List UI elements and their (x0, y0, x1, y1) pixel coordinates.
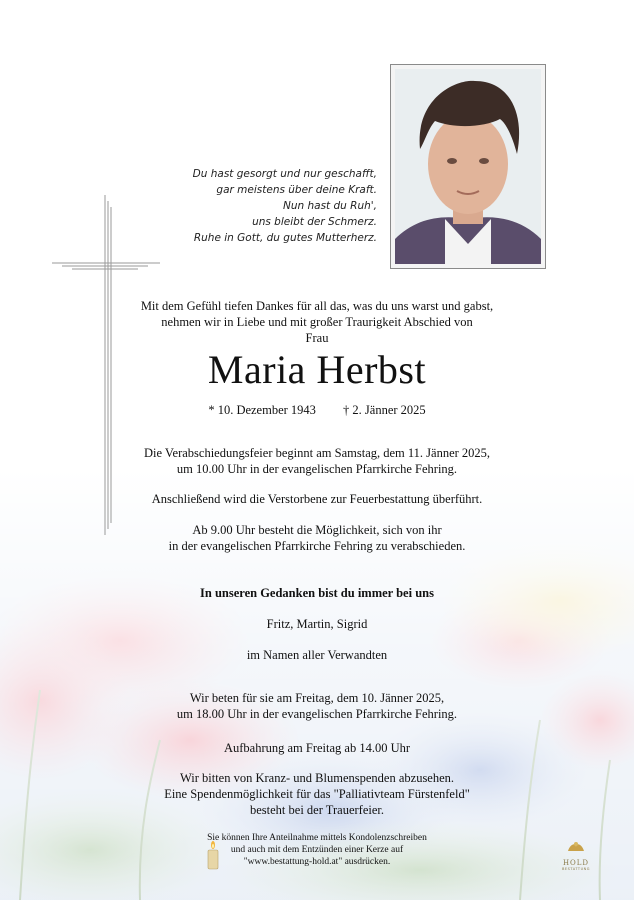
poem (150, 166, 377, 246)
farewell-text (0, 522, 634, 554)
portrait-frame (390, 64, 546, 269)
prayer-text (0, 690, 634, 722)
poem-line: Nun hast du Ruh', (282, 200, 377, 212)
poem-line: Ruhe in Gott, du gutes Mutterherz. (193, 232, 377, 244)
life-dates (0, 403, 634, 418)
logo-subtitle: BESTATTUNG (562, 867, 590, 871)
birth-date: * 10. Dezember 1943 (208, 403, 316, 417)
poem-line: Du hast gesorgt und nur geschafft, (192, 168, 377, 180)
burial-text: Anschließend wird die Verstorbene zur Feuerbestattung überführt. (151, 492, 483, 506)
condolence-line: Sie können Ihre Anteilnahme mittels Kondolenzschreiben (207, 833, 427, 843)
farewell-line: in der evangelischen Pfarrkirche Fehring zu verabschieden. (168, 539, 466, 553)
intro-text (0, 298, 634, 346)
intro-line: Mit dem Gefühl tiefen Dankes für all das, was du uns warst und gabst, (140, 299, 494, 313)
prayer-line: um 18.00 Uhr in der evangelischen Pfarrkirche Fehring. (176, 707, 458, 721)
deceased-name: Maria Herbst (207, 347, 427, 392)
relatives-text: im Namen aller Verwandten (246, 648, 388, 662)
logo-name: HOLD (562, 859, 590, 867)
family-names: Fritz, Martin, Sigrid (266, 617, 368, 631)
portrait-photo (395, 69, 541, 264)
condolence-line: "www.bestattung-hold.at" ausdrücken. (243, 857, 391, 867)
ceremony-text (0, 445, 634, 477)
ceremony-line: um 10.00 Uhr in der evangelischen Pfarrkirche Fehring. (176, 462, 458, 476)
viewing-text: Aufbahrung am Freitag ab 14.00 Uhr (223, 741, 411, 755)
donation-line: Wir bitten von Kranz- und Blumenspenden abzusehen. (179, 771, 455, 785)
death-date: † 2. Jänner 2025 (343, 403, 426, 417)
donation-text (0, 770, 634, 818)
intro-line: Frau (305, 331, 329, 345)
thoughts-heading: In unseren Gedanken bist du immer bei uns (200, 586, 434, 600)
ceremony-line: Die Verabschiedungsfeier beginnt am Samstag, dem 11. Jänner 2025, (143, 446, 491, 460)
prayer-line: Wir beten für sie am Freitag, dem 10. Jänner 2025, (189, 691, 445, 705)
funeral-home-logo (556, 840, 596, 876)
condolence-line: und auch mit dem Entzünden einer Kerze auf (230, 845, 404, 855)
poem-line: uns bleibt der Schmerz. (252, 216, 377, 228)
donation-line: Eine Spendenmöglichkeit für das "Palliativteam Fürstenfeld" (164, 787, 470, 801)
logo-emblem-icon (566, 840, 586, 854)
farewell-line: Ab 9.00 Uhr besteht die Möglichkeit, sich von ihr (192, 523, 442, 537)
condolence-text (0, 832, 634, 868)
poem-line: gar meistens über deine Kraft. (216, 184, 377, 196)
donation-line: besteht bei der Trauerfeier. (250, 803, 384, 817)
intro-line: nehmen wir in Liebe und mit großer Traurigkeit Abschied von (161, 315, 473, 329)
